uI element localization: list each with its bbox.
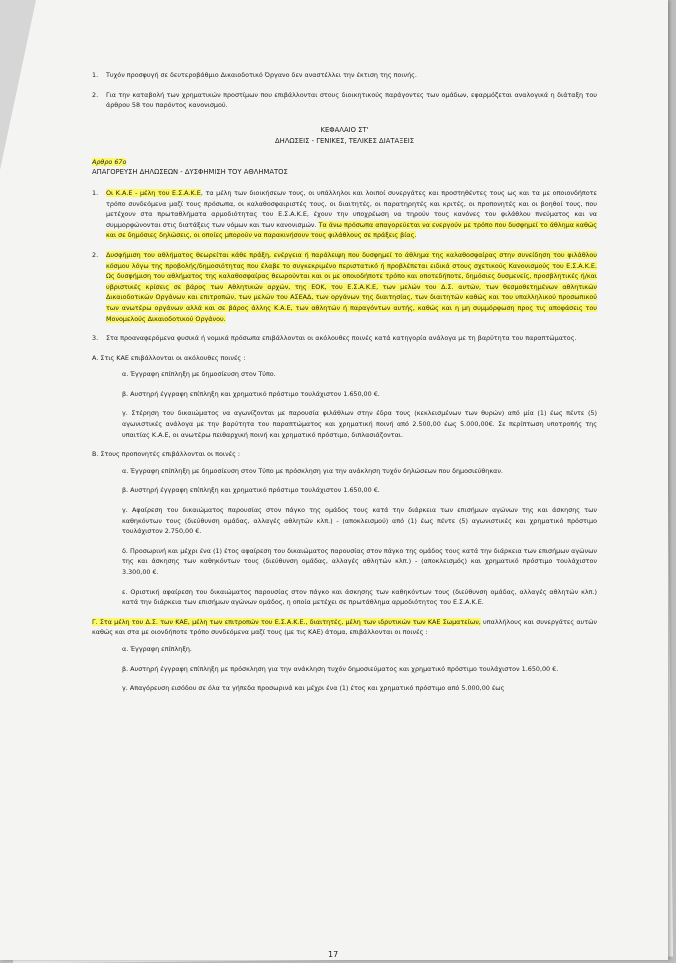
paragraph-number: 1. <box>92 188 99 197</box>
chapter-title: ΚΕΦΑΛΑΙΟ ΣΤ' <box>320 125 369 134</box>
item-number: 2. <box>92 90 99 99</box>
section-b-item-e: ε. Οριστική αφαίρεση του δικαιώματος παρουσίας στον πάγκο και άσκησης των καθηκόντων τους (διεύθυνση ομάδας, αλλαγές αθλητών κλπ.) κατά την διάρκεια των επισήμων αγώνων ομάδος, η οποία μετέχει σε πρωτάθλημα αρμοδιότητος του Ε.Σ.Α.Κ.Ε. <box>122 587 597 607</box>
section-a-item-b: β. Αυστηρή έγγραφη επίπληξη και χρηματικό πρόστιμο τουλάχιστον 1.650,00 €. <box>122 389 380 398</box>
section-g-text: υπαλλήλους και συνεργάτες αυτών καθώς και στα με οιονδήποτε τρόπο συνδεόμενα μαζί τους (με τις ΚΑΕ) άτομα, επιβάλλονται οι ποινές : <box>92 617 598 637</box>
section-b-heading: Β. Στους προπονητές επιβάλλονται οι ποινές : <box>92 450 241 459</box>
item-text: Τυχόν προσφυγή σε δευτεροβάθμιο Δικαιοδοτικό Όργανο δεν αναστέλλει την έκτιση της ποινής. <box>106 71 417 79</box>
section-a-item-c: γ. Στέρηση του δικαιώματος να αγωνίζονται με παρουσία φιλάθλων στην έδρα τους (κεκλεισμένων των θυρών) από μία (1) έως πέντε (5) αγωνιστικές ανάλογα με την βαρύτητα του παραπτώματος και χρηματική ποινή από 2.500,00 έως 5.000,00€. Σε περίπτωση υποτροπής της υπαιτίας Κ.Α.Ε, οι ανωτέρω πειθαρχική ποινή και χρηματικό πρόστιμο, διπλασιάζονται. <box>122 409 597 439</box>
paragraph-text: , τα μέλη των διοικήσεων τους, οι υπάλληλοι και λοιποί συνεργάτες και προστηθέντες τους ως και τα με οποιονδήποτε τρόπο συνδεόμενα μαζί τους πρόσωπα, οι καλαθοσφαιριστές τους, οι διαιτητές, οι παρατηρητές και κριτές, οι προπονητές και οι βοηθοί τους, που μετέχουν στα πρωταθλήματα αρμοδιότητας του Ε.Σ.Α.Κ.Ε, έχουν την υποχρέωση να τηρούν τους κανόνες του φιλάθλου πνεύματος και να συμμορφώνονται στις διατάξεις των νόμων και των κανονισμών. <box>106 188 597 229</box>
section-g-item-b: β. Αυστηρή έγγραφη επίπληξη με πρόσκληση για την ανάκληση τυχόν δημοσιεύματος και χρηματικό πρόστιμο τουλάχιστον 1.650,00 €. <box>122 664 559 673</box>
section-g-item-a: α. Έγγραφη επίπληξη. <box>122 644 192 653</box>
section-b-item-d: δ. Προσωρινή και μέχρι ένα (1) έτος αφαίρεση του δικαιώματος παρουσίας στον πάγκο της ομάδος τους κατά την διάρκεια των επισήμων αγώνων της και άσκησης των καθηκόντων τους (διεύθυνση ομάδας, αλλαγές αθλητών κλπ.) - (αποκλεισμός) και χρηματικό πρόστιμο τουλάχιστον 3.300,00 €. <box>122 546 597 576</box>
folded-corner <box>0 0 36 170</box>
section-b-item-c: γ. Αφαίρεση του δικαιώματος παρουσίας στον πάγκο της ομάδος τους κατά την διάρκεια των επισήμων αγώνων της και άσκησης των καθηκόντων τους (διεύθυνση ομάδας, αλλαγές αθλητών κλπ.) - (αποκλεισμού) από (1) έως πέντε (5) αγωνιστικές και χρηματικό πρόστιμο τουλάχιστον 2.750,00 €. <box>122 506 597 536</box>
section-a-heading: Α. Στις ΚΑΕ επιβάλλονται οι ακόλουθες ποινές : <box>92 353 246 362</box>
section-g-heading <box>92 617 597 638</box>
paragraph-number: 3. <box>92 334 99 343</box>
paragraph-text: Στα προαναφερόμενα φυσικά ή νομικά πρόσωπα επιβάλλονται οι ακόλουθες ποινές κατά κατηγορία ανάλογα με τη βαρύτητα του παραπτώματος. <box>106 334 577 343</box>
article-title: ΑΠΑΓΟΡΕΥΣΗ ΔΗΛΩΣΕΩΝ - ΔΥΣΦΗΜΙΣΗ ΤΟΥ ΑΘΛΗΜΑΤΟΣ <box>92 168 288 177</box>
paragraph-number: 2. <box>92 250 99 259</box>
article-paragraph-2 <box>92 250 597 324</box>
item-text: Για την καταβολή των χρηματικών προστίμων που επιβάλλονται στους διοικητικούς παράγοντες των ομάδων, εφαρμόζεται αναλογικά η διάταξη του άρθρου 58 του παρόντος κανονισμού. <box>106 90 597 110</box>
section-b-item-a: α. Έγγραφη επίπληξη με δημοσίευση στον Τύπο με πρόσκληση για την ανάκληση τυχόν δηλώσεων που δημοσιεύθηκαν. <box>122 466 503 475</box>
prev-item-1 <box>92 70 597 81</box>
article-label: Αρθρο 67ο <box>92 157 127 166</box>
page-content <box>92 70 597 703</box>
prev-item-2 <box>92 90 597 111</box>
item-number: 1. <box>92 71 99 79</box>
highlighted-text: Δυσφήμιση του αθλήματος θεωρείται κάθε πράξη, ενέργεια ή παράλειψη που δυσφημεί το άθλημα της καλαθοσφαίρας στην συνείδηση του φιλάθλου κόσμου λόγω της προβολής/δημοσιότητας που έλαβε το συγκεκριμένο περιστατικό ή προβλέπεται ειδικά στους σχετικούς Κανονισμούς του Ε.Σ.Α.Κ.Ε. Ως δυσφήμιση του αθλήματος της καλαθοσφαίρας θεωρούνται και οι με οποιοδήποτε τρόπο και οποτεδήποτε, δημόσιες δυσμενείς, προσβλητικές ή/και υβριστικές κρίσεις σε βάρος των Αθλητικών αρχών, της ΕΟΚ, του Ε.Σ.Α.Κ.Ε, των μελών του Δ.Σ. αυτών, των θεσμοθετημένων αθλητικών Δικαιοδοτικών Οργάνων και επιτροπών, των μελών του ΑΣΕΑΔ, των οργάνων της διαιτησίας, των διαιτητών καθώς και του υπαλληλικού προσωπικού των ανωτέρω οργάνων αλλά και σε βάρος άλλης Κ.Α.Ε, των αθλητών ή παραγόντων αυτής, καθώς και η μη συμμόρφωση προς τις αποφάσεις του Μονομελούς Δικαιοδοτικού Οργάνου. <box>106 250 597 323</box>
highlighted-text: Τα άνω πρόσωπα απαγορεύεται να ενεργούν με τρόπο που δυσφημεί το άθλημα καθώς και σε δημόσιες δηλώσεις, οι οποίες μπορούν να παρακινήσουν τους φιλάθλους σε πράξεις βίας. <box>106 220 597 240</box>
section-b-item-b: β. Αυστηρή έγγραφη επίπληξη και χρηματικό πρόστιμο τουλάχιστον 1.650,00 €. <box>122 486 380 495</box>
highlighted-text: Οι Κ.Α.Ε - μέλη του Ε.Σ.Α.Κ.Ε <box>106 188 201 197</box>
chapter-subtitle: ΔΗΛΩΣΕΙΣ - ΓΕΝΙΚΕΣ, ΤΕΛΙΚΕΣ ΔΙΑΤΑΞΕΙΣ <box>274 136 415 145</box>
article-paragraph-3 <box>92 333 597 344</box>
page-number: 17 <box>328 950 339 959</box>
section-g-item-c: γ. Απαγόρευση εισόδου σε όλα τα γήπεδα προσωρινά και μέχρι ένα (1) έτος και χρηματικό πρόστιμο από 5.000,00 έως <box>122 684 505 693</box>
highlighted-text: Γ. Στα μέλη του Δ.Σ. των ΚΑΕ, μέλη των επιτροπών του Ε.Σ.Α.Κ.Ε., διαιτητές, μέλη των ιδρυτικών των ΚΑΕ Σωματείων, <box>92 617 481 626</box>
article-paragraph-1 <box>92 188 597 241</box>
section-a-item-a: α. Έγγραφη επίπληξη με δημοσίευση στον Τύπο. <box>122 370 276 379</box>
